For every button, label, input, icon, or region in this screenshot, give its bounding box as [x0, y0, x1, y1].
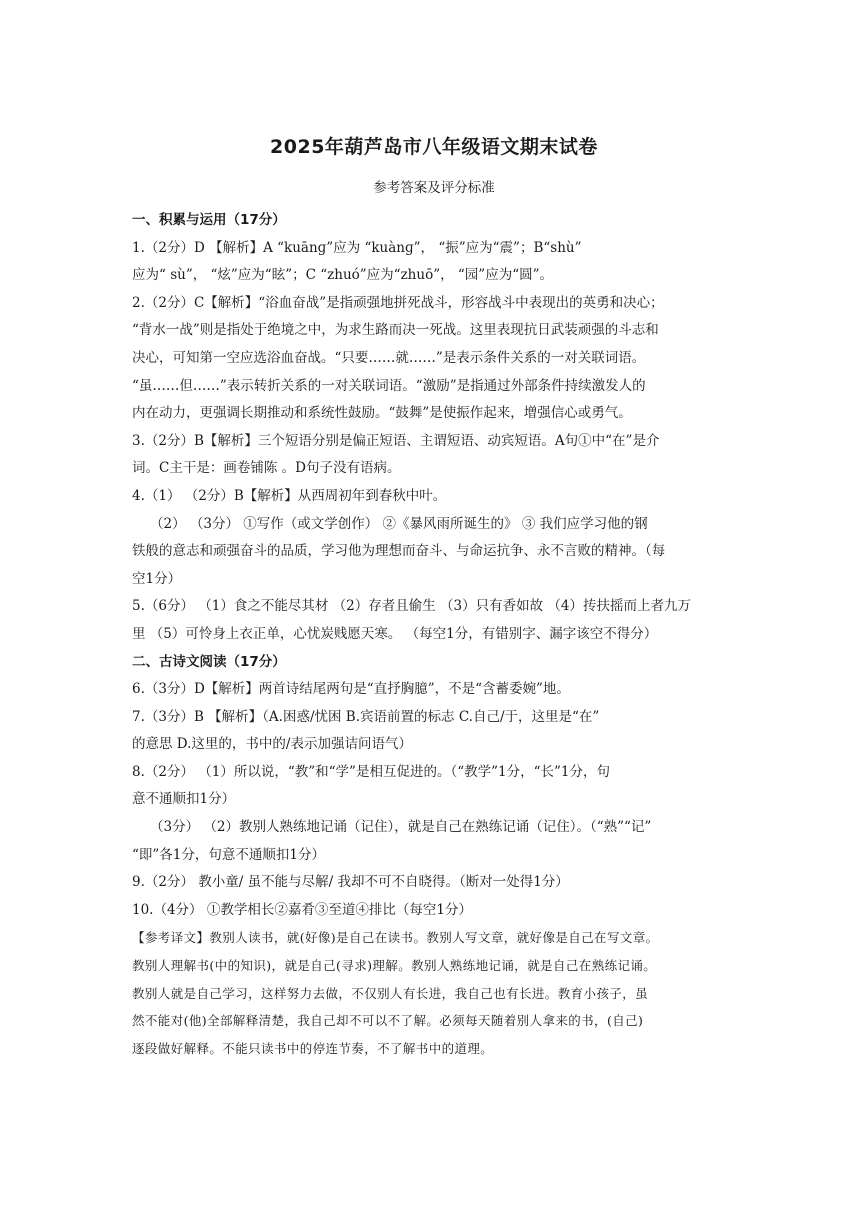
- section-heading: 一、积累与运用（17分）: [132, 212, 286, 228]
- answer-line: 内在动力，更强调长期推动和系统性鼓励。“鼓舞”是使振作起来，增强信心或勇气。: [132, 405, 632, 422]
- answer-line: 4.（1） （2分）B【解析】从西周初年到春秋中叶。: [132, 487, 447, 504]
- answer-line: 3.（2分）B【解析】三个短语分别是偏正短语、主谓短语、动宾短语。A句①中“在”是介: [132, 432, 660, 449]
- page-subtitle: 参考答案及评分标准: [373, 180, 495, 196]
- answer-line: 的意思 D.这里的，书中的/表示加强诘问语气）: [132, 736, 412, 753]
- answer-line: 里 （5）可怜身上衣正单，心忧炭贱愿天寒。 （每空1分，有错别字、漏字该空不得分）: [132, 625, 658, 642]
- answer-line: 6.（3分）D【解析】两首诗结尾两句是“直抒胸臆”，不是“含蓄委婉”地。: [132, 681, 570, 698]
- translation-line: 教别人理解书(中的知识)，就是自己(寻求)理解。教别人熟练地记诵，就是自己在熟练记诵。: [132, 958, 657, 974]
- answer-line: （2） （3分） ①写作（或文学创作） ②《暴风雨所诞生的》 ③ 我们应学习他的钢: [150, 515, 648, 532]
- answer-line: “即”各1分，句意不通顺扣1分）: [132, 846, 325, 863]
- answer-line: （3分） （2）教别人熟练地记诵（记住），就是自己在熟练记诵（记住）。（“熟”“记”: [150, 819, 652, 836]
- answer-line: 5.（6分） （1）食之不能尽其材 （2）存者且偷生 （3）只有香如故 （4）抟扶摇而上者九万: [132, 598, 691, 615]
- answer-line: 意不通顺扣1分）: [132, 791, 236, 808]
- answer-line: 铁般的意志和顽强奋斗的品质，学习他为理想而奋斗、与命运抗争、永不言败的精神。（每: [132, 543, 666, 560]
- page-title: 2025年葫芦岛市八年级语文期末试卷: [270, 136, 598, 158]
- answer-line: 8.（2分） （1）所以说，“教”和“学”是相互促进的。（“教学”1分，“长”1分，句: [132, 763, 610, 780]
- answer-line: 决心，可知第一空应选浴血奋战。“只要……就……”是表示条件关系的一对关联词语。: [132, 349, 646, 366]
- answer-line: 应为“ sù”， “炫”应为“眩”；C “zhuó”应为“zhuō”， “园”应为“圆”。: [132, 267, 553, 284]
- answer-content: [132, 207, 744, 1062]
- translation-line: 逐段做好解释。不能只读书中的停连节奏，不了解书中的道理。: [132, 1040, 494, 1056]
- translation-line: 然不能对(他)全部解释清楚，我自己却不可以不了解。必须每天随着别人拿来的书，(自己): [132, 1013, 644, 1029]
- translation-line: 【参考译文】教别人读书，就(好像)是自己在读书。教别人写文章，就好像是自己在写文章。: [132, 930, 659, 946]
- answer-line: 空1分）: [132, 570, 182, 587]
- answer-line: 2.（2分）C【解析】“浴血奋战”是指顽强地拼死战斗，形容战斗中表现出的英勇和决心；: [132, 294, 664, 311]
- answer-line: “虽……但……”表示转折关系的一对关联词语。“激励”是指通过外部条件持续激发人的: [132, 377, 646, 394]
- answer-line: 7.（3分）B 【解析】（A.困惑/忧困 B.宾语前置的标志 C.自己/于，这里是“在”: [132, 708, 600, 725]
- answer-line: 1.（2分）D 【解析】A “kuānɡ”应为 “kuànɡ”， “振”应为“震”；B“shù”: [132, 239, 582, 256]
- answer-line: 词。C主干是：画卷铺陈 。D句子没有语病。: [132, 460, 401, 477]
- section-heading: 二、古诗文阅读（17分）: [132, 653, 286, 670]
- answer-line: “背水一战”则是指处于绝境之中，为求生路而决一死战。这里表现抗日武装顽强的斗志和: [132, 322, 659, 339]
- translation-line: 教别人就是自己学习，这样努力去做，不仅别人有长进，我自己也有长进。教育小孩子，虽: [132, 985, 649, 1001]
- answer-line: 9.（2分） 教小童/ 虽不能与尽解/ 我却不可不自晓得。（断对一处得1分）: [132, 874, 569, 891]
- answer-line: 10.（4分） ①教学相长②嘉肴③至道④排比（每空1分）: [132, 901, 472, 918]
